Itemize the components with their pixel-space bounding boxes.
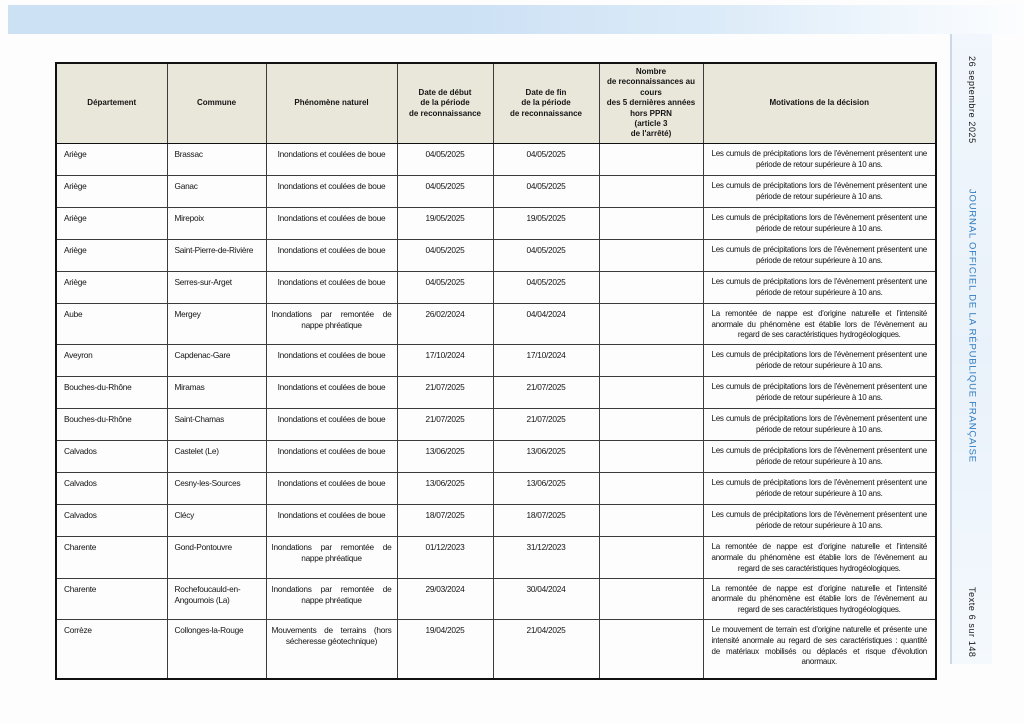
cell-departement: Aube <box>56 303 167 344</box>
table-row <box>56 578 936 619</box>
table-row <box>56 409 936 441</box>
cell-nombre <box>599 239 703 271</box>
table-row <box>56 619 936 679</box>
table-row <box>56 303 936 344</box>
cell-motivation: Les cumuls de précipitations lors de l'évènement présentent une période de retour supérieure à 10 ans. <box>703 175 936 207</box>
cell-commune: Capdenac-Gare <box>167 345 266 377</box>
cell-date-fin: 04/05/2025 <box>493 143 599 175</box>
table-row <box>56 377 936 409</box>
cell-nombre <box>599 473 703 505</box>
cell-date-fin: 31/12/2023 <box>493 537 599 578</box>
cell-date-fin: 04/05/2025 <box>493 271 599 303</box>
cell-departement: Charente <box>56 537 167 578</box>
cell-phenomene: Inondations et coulées de boue <box>266 473 397 505</box>
cell-nombre <box>599 345 703 377</box>
cell-nombre <box>599 303 703 344</box>
cell-date-debut: 17/10/2024 <box>397 345 493 377</box>
table-row <box>56 239 936 271</box>
table-row <box>56 505 936 537</box>
cell-date-debut: 01/12/2023 <box>397 537 493 578</box>
table-body <box>56 143 936 679</box>
table-row <box>56 207 936 239</box>
cell-phenomene: Inondations et coulées de boue <box>266 271 397 303</box>
cell-date-debut: 04/05/2025 <box>397 239 493 271</box>
cell-phenomene: Inondations et coulées de boue <box>266 441 397 473</box>
cell-motivation: La remontée de nappe est d'origine naturelle et l'intensité anormale du phénomène est établie lors de l'évènement au regard de ses caractéristiques hydrogéologiques. <box>703 578 936 619</box>
cell-commune: Miramas <box>167 377 266 409</box>
cell-departement: Ariège <box>56 143 167 175</box>
cell-date-fin: 18/07/2025 <box>493 505 599 537</box>
cell-phenomene: Inondations par remontée de nappe phréatique <box>266 578 397 619</box>
header-row <box>56 63 936 143</box>
cell-commune: Mirepoix <box>167 207 266 239</box>
cell-departement: Charente <box>56 578 167 619</box>
cell-nombre <box>599 578 703 619</box>
journal-title: JOURNAL OFFICIEL DE LA RÉPUBLIQUE FRANÇAISE <box>966 189 978 463</box>
cell-motivation: Les cumuls de précipitations lors de l'évènement présentent une période de retour supérieure à 10 ans. <box>703 345 936 377</box>
cell-departement: Ariège <box>56 239 167 271</box>
cell-motivation: Les cumuls de précipitations lors de l'évènement présentent une période de retour supérieure à 10 ans. <box>703 505 936 537</box>
cell-phenomene: Inondations par remontée de nappe phréatique <box>266 537 397 578</box>
cell-commune: Clécy <box>167 505 266 537</box>
cell-commune: Saint-Pierre-de-Rivière <box>167 239 266 271</box>
cell-date-fin: 04/05/2025 <box>493 239 599 271</box>
cell-nombre <box>599 441 703 473</box>
cell-date-fin: 21/07/2025 <box>493 377 599 409</box>
cell-motivation: Le mouvement de terrain est d'origine naturelle et présente une intensité anormale au regard de ses caractéristiques : quantité de matériaux mobilisés ou déplacés et risque d'évolution anormaux. <box>703 619 936 679</box>
table-row <box>56 441 936 473</box>
cell-date-debut: 13/06/2025 <box>397 473 493 505</box>
cell-departement: Ariège <box>56 175 167 207</box>
cell-departement: Bouches-du-Rhône <box>56 377 167 409</box>
column-header-motivations: Motivations de la décision <box>703 63 936 143</box>
cell-date-fin: 13/06/2025 <box>493 473 599 505</box>
table-row <box>56 473 936 505</box>
page-right-margin <box>950 34 992 664</box>
cell-motivation: Les cumuls de précipitations lors de l'évènement présentent une période de retour supérieure à 10 ans. <box>703 377 936 409</box>
cell-date-debut: 18/07/2025 <box>397 505 493 537</box>
table-header <box>56 63 936 143</box>
cell-phenomene: Inondations et coulées de boue <box>266 377 397 409</box>
cell-motivation: Les cumuls de précipitations lors de l'évènement présentent une période de retour supérieure à 10 ans. <box>703 441 936 473</box>
cell-nombre <box>599 377 703 409</box>
cell-date-fin: 21/07/2025 <box>493 409 599 441</box>
cell-motivation: La remontée de nappe est d'origine naturelle et l'intensité anormale du phénomène est établie lors de l'évènement au regard de ses caractéristiques hydrogéologiques. <box>703 537 936 578</box>
cell-commune: Ganac <box>167 175 266 207</box>
cell-date-fin: 21/04/2025 <box>493 619 599 679</box>
cell-nombre <box>599 271 703 303</box>
cell-phenomene: Inondations et coulées de boue <box>266 175 397 207</box>
cell-phenomene: Mouvements de terrains (hors sécheresse géotechnique) <box>266 619 397 679</box>
cell-nombre <box>599 143 703 175</box>
cell-departement: Bouches-du-Rhône <box>56 409 167 441</box>
cell-date-debut: 21/07/2025 <box>397 409 493 441</box>
column-header-commune: Commune <box>167 63 266 143</box>
cell-departement: Calvados <box>56 441 167 473</box>
cell-departement: Ariège <box>56 271 167 303</box>
cell-commune: Brassac <box>167 143 266 175</box>
cell-date-debut: 19/04/2025 <box>397 619 493 679</box>
cell-date-debut: 21/07/2025 <box>397 377 493 409</box>
cell-commune: Serres-sur-Arget <box>167 271 266 303</box>
cell-departement: Ariège <box>56 207 167 239</box>
cell-phenomene: Inondations et coulées de boue <box>266 207 397 239</box>
cell-nombre <box>599 537 703 578</box>
table-row <box>56 143 936 175</box>
cell-nombre <box>599 175 703 207</box>
table-row <box>56 271 936 303</box>
cell-date-debut: 04/05/2025 <box>397 143 493 175</box>
cell-phenomene: Inondations et coulées de boue <box>266 345 397 377</box>
cell-phenomene: Inondations et coulées de boue <box>266 505 397 537</box>
cell-date-debut: 29/03/2024 <box>397 578 493 619</box>
cell-motivation: Les cumuls de précipitations lors de l'évènement présentent une période de retour supérieure à 10 ans. <box>703 207 936 239</box>
cell-commune: Gond-Pontouvre <box>167 537 266 578</box>
table-row <box>56 345 936 377</box>
page-top-band <box>8 5 1024 34</box>
texte-reference: Texte 6 sur 148 <box>967 587 977 658</box>
cell-departement: Calvados <box>56 505 167 537</box>
cell-commune: Mergey <box>167 303 266 344</box>
cell-commune: Collonges-la-Rouge <box>167 619 266 679</box>
cell-departement: Calvados <box>56 473 167 505</box>
column-header-date-fin: Date de fin de la période de reconnaissance <box>493 63 599 143</box>
column-header-departement: Département <box>56 63 167 143</box>
cell-date-fin: 17/10/2024 <box>493 345 599 377</box>
cell-departement: Aveyron <box>56 345 167 377</box>
cell-commune: Rochefoucauld-en-Angoumois (La) <box>167 578 266 619</box>
cell-phenomene: Inondations et coulées de boue <box>266 409 397 441</box>
column-header-phenomene: Phénomène naturel <box>266 63 397 143</box>
edition-date: 26 septembre 2025 <box>967 56 977 144</box>
cell-motivation: Les cumuls de précipitations lors de l'évènement présentent une période de retour supérieure à 10 ans. <box>703 239 936 271</box>
cell-motivation: Les cumuls de précipitations lors de l'évènement présentent une période de retour supérieure à 10 ans. <box>703 143 936 175</box>
cell-nombre <box>599 505 703 537</box>
table-row <box>56 175 936 207</box>
cell-date-fin: 19/05/2025 <box>493 207 599 239</box>
cell-motivation: La remontée de nappe est d'origine naturelle et l'intensité anormale du phénomène est établie lors de l'évènement au regard de ses caractéristiques hydrogéologiques. <box>703 303 936 344</box>
cell-date-fin: 30/04/2024 <box>493 578 599 619</box>
column-header-date-debut: Date de début de la période de reconnaissance <box>397 63 493 143</box>
cell-nombre <box>599 409 703 441</box>
cell-motivation: Les cumuls de précipitations lors de l'évènement présentent une période de retour supérieure à 10 ans. <box>703 473 936 505</box>
cell-commune: Saint-Chamas <box>167 409 266 441</box>
cell-nombre <box>599 207 703 239</box>
cell-date-debut: 19/05/2025 <box>397 207 493 239</box>
table-row <box>56 537 936 578</box>
cell-date-fin: 04/04/2024 <box>493 303 599 344</box>
cell-phenomene: Inondations et coulées de boue <box>266 239 397 271</box>
cell-date-debut: 04/05/2025 <box>397 175 493 207</box>
cell-date-debut: 13/06/2025 <box>397 441 493 473</box>
cell-date-debut: 26/02/2024 <box>397 303 493 344</box>
cell-nombre <box>599 619 703 679</box>
cell-phenomene: Inondations par remontée de nappe phréatique <box>266 303 397 344</box>
cell-departement: Corrèze <box>56 619 167 679</box>
cell-commune: Castelet (Le) <box>167 441 266 473</box>
cell-phenomene: Inondations et coulées de boue <box>266 143 397 175</box>
decree-table-container <box>55 62 937 680</box>
cell-commune: Cesny-les-Sources <box>167 473 266 505</box>
cell-date-fin: 13/06/2025 <box>493 441 599 473</box>
cell-date-debut: 04/05/2025 <box>397 271 493 303</box>
cell-motivation: Les cumuls de précipitations lors de l'évènement présentent une période de retour supérieure à 10 ans. <box>703 409 936 441</box>
cell-date-fin: 04/05/2025 <box>493 175 599 207</box>
column-header-nombre-reconnaissances: Nombre de reconnaissances au cours des 5 dernières années hors PPRN (article 3 de l'arrêté) <box>599 63 703 143</box>
cell-motivation: Les cumuls de précipitations lors de l'évènement présentent une période de retour supérieure à 10 ans. <box>703 271 936 303</box>
decree-table <box>55 62 937 680</box>
